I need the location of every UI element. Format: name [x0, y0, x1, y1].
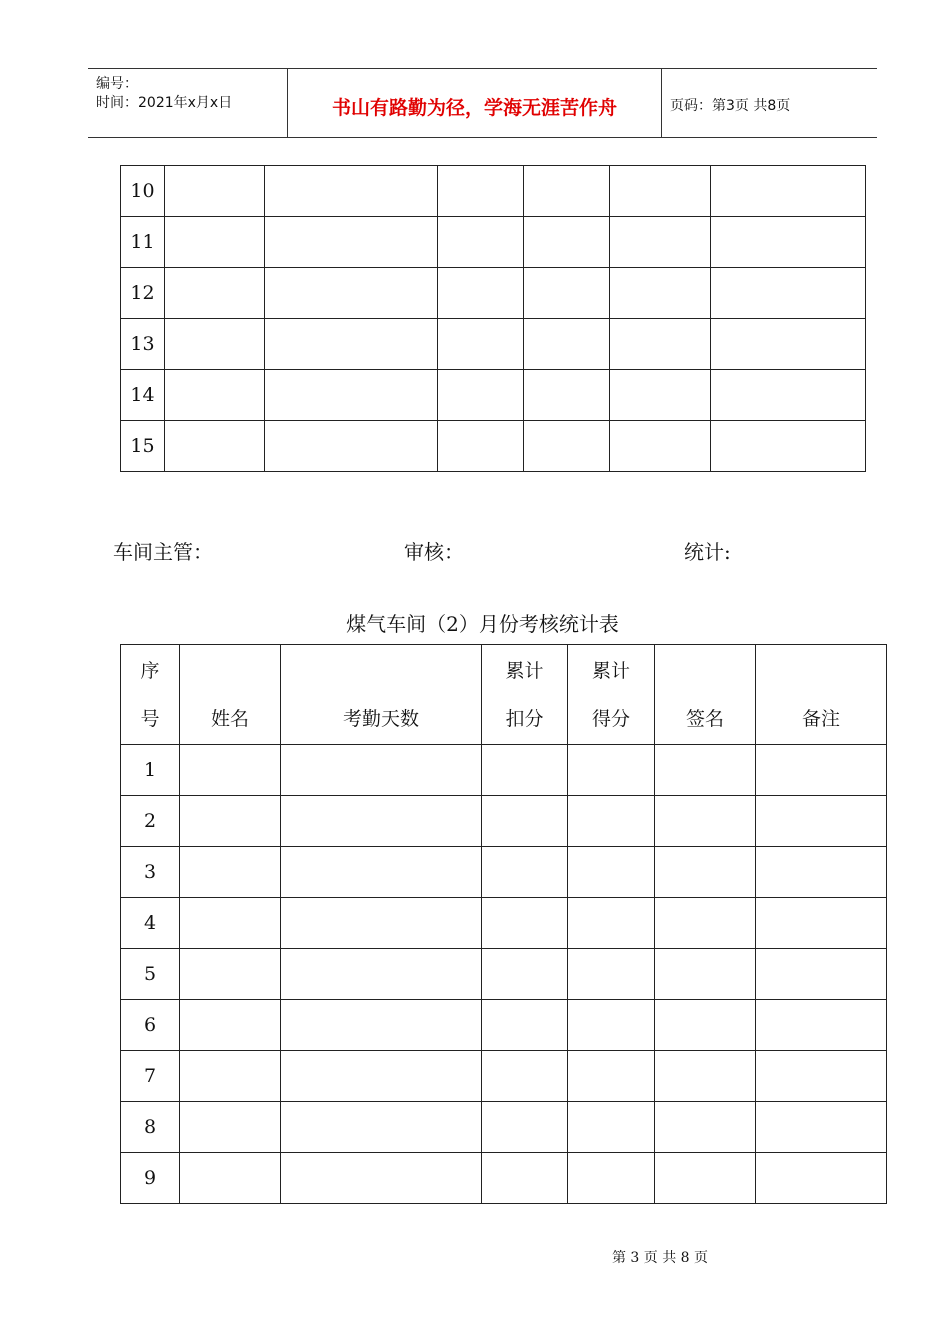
score-cell[interactable]: [524, 370, 610, 421]
row-number: 12: [121, 268, 165, 319]
header-score-bottom: 得分: [591, 707, 630, 730]
name-cell[interactable]: [165, 421, 265, 472]
signature-cell[interactable]: [610, 370, 711, 421]
deduct-cell[interactable]: [438, 217, 524, 268]
signature-cell[interactable]: [655, 1102, 756, 1153]
name-cell[interactable]: [180, 1051, 281, 1102]
attendance-cell[interactable]: [265, 421, 438, 472]
deduct-cell[interactable]: [482, 745, 568, 796]
name-cell[interactable]: [165, 319, 265, 370]
signature-cell[interactable]: [610, 217, 711, 268]
deduct-cell[interactable]: [438, 370, 524, 421]
signature-cell[interactable]: [655, 847, 756, 898]
header-name: [180, 645, 281, 745]
remarks-cell[interactable]: [711, 217, 866, 268]
signature-cell[interactable]: [655, 1051, 756, 1102]
remarks-cell[interactable]: [756, 745, 887, 796]
attendance-cell[interactable]: [281, 1153, 482, 1204]
score-cell[interactable]: [568, 745, 655, 796]
deduct-cell[interactable]: [482, 1000, 568, 1051]
name-cell[interactable]: [180, 1102, 281, 1153]
attendance-cell[interactable]: [281, 1000, 482, 1051]
table-row: [121, 166, 866, 217]
row-number: 10: [121, 166, 165, 217]
table-row: [121, 949, 887, 1000]
deduct-cell[interactable]: [438, 268, 524, 319]
header-remarks: [756, 645, 887, 745]
name-cell[interactable]: [180, 898, 281, 949]
remarks-cell[interactable]: [711, 166, 866, 217]
header-center-cell: [288, 69, 662, 137]
attendance-cell[interactable]: [281, 1102, 482, 1153]
attendance-cell[interactable]: [265, 166, 438, 217]
attendance-cell[interactable]: [265, 370, 438, 421]
score-cell[interactable]: [524, 166, 610, 217]
header-name-label: 姓名: [210, 707, 249, 730]
table-row: [121, 796, 887, 847]
score-cell[interactable]: [568, 1000, 655, 1051]
row-number: 14: [121, 370, 165, 421]
deduct-cell[interactable]: [482, 949, 568, 1000]
name-cell[interactable]: [180, 745, 281, 796]
header-deduct: [482, 645, 568, 745]
statistics-label: 统计:: [684, 540, 731, 564]
attendance-cell[interactable]: [281, 1051, 482, 1102]
review-label: 审核：: [404, 540, 464, 564]
table-row: [121, 217, 866, 268]
document-number-label: 编号：: [96, 76, 138, 92]
header-motto: 书山有路勤为径，学海无涯苦作舟: [331, 97, 617, 119]
header-seq: [121, 645, 180, 745]
deduct-cell[interactable]: [438, 319, 524, 370]
table-row: [121, 421, 866, 472]
row-number: 2: [121, 796, 180, 847]
table-row: [121, 847, 887, 898]
remarks-cell[interactable]: [711, 370, 866, 421]
score-cell[interactable]: [568, 1051, 655, 1102]
header-attendance-label: 考勤天数: [342, 707, 419, 730]
score-cell[interactable]: [568, 847, 655, 898]
page-footer: 第 3 页 共 8 页: [611, 1250, 709, 1266]
deduct-cell[interactable]: [438, 421, 524, 472]
table-header-row: [121, 645, 887, 745]
signature-cell[interactable]: [610, 421, 711, 472]
deduct-cell[interactable]: [482, 847, 568, 898]
score-cell[interactable]: [524, 268, 610, 319]
name-cell[interactable]: [165, 370, 265, 421]
score-cell[interactable]: [524, 319, 610, 370]
name-cell[interactable]: [165, 217, 265, 268]
table-title: 煤气车间（2）月份考核统计表: [346, 612, 619, 636]
name-cell[interactable]: [180, 1000, 281, 1051]
header-seq-bottom: 号: [140, 707, 160, 730]
header-seq-top: 序: [140, 659, 160, 682]
attendance-cell[interactable]: [281, 847, 482, 898]
name-cell[interactable]: [165, 268, 265, 319]
row-number: 13: [121, 319, 165, 370]
score-cell[interactable]: [568, 898, 655, 949]
row-number: 6: [121, 1000, 180, 1051]
attendance-cell[interactable]: [265, 319, 438, 370]
table-row: [121, 319, 866, 370]
header-attendance: [281, 645, 482, 745]
name-cell[interactable]: [180, 796, 281, 847]
name-cell[interactable]: [180, 1153, 281, 1204]
score-cell[interactable]: [568, 1102, 655, 1153]
score-cell[interactable]: [568, 796, 655, 847]
row-number: 1: [121, 745, 180, 796]
table-row: [121, 1102, 887, 1153]
remarks-cell[interactable]: [756, 898, 887, 949]
row-number: 4: [121, 898, 180, 949]
header-score-top: 累计: [591, 659, 630, 682]
remarks-cell[interactable]: [756, 1102, 887, 1153]
table-row: [121, 1153, 887, 1204]
deduct-cell[interactable]: [482, 898, 568, 949]
remarks-cell[interactable]: [711, 319, 866, 370]
name-cell[interactable]: [180, 847, 281, 898]
attendance-table-continued: [120, 165, 866, 472]
name-cell[interactable]: [180, 949, 281, 1000]
signature-cell[interactable]: [655, 949, 756, 1000]
remarks-cell[interactable]: [756, 796, 887, 847]
row-number: 15: [121, 421, 165, 472]
row-number: 5: [121, 949, 180, 1000]
deduct-cell[interactable]: [482, 796, 568, 847]
score-cell[interactable]: [524, 421, 610, 472]
remarks-cell[interactable]: [756, 847, 887, 898]
signature-cell[interactable]: [610, 166, 711, 217]
attendance-cell[interactable]: [281, 898, 482, 949]
signature-cell[interactable]: [655, 1153, 756, 1204]
deduct-cell[interactable]: [482, 1102, 568, 1153]
signature-cell[interactable]: [655, 745, 756, 796]
header-right-cell: [662, 69, 877, 137]
remarks-cell[interactable]: [756, 1153, 887, 1204]
table-row: [121, 1000, 887, 1051]
deduct-cell[interactable]: [482, 1153, 568, 1204]
attendance-cell[interactable]: [281, 796, 482, 847]
header-deduct-bottom: 扣分: [505, 707, 544, 730]
score-cell[interactable]: [524, 217, 610, 268]
remarks-cell[interactable]: [711, 268, 866, 319]
header-left-cell: [88, 69, 288, 137]
header-signature-label: 签名: [685, 707, 724, 730]
score-cell[interactable]: [568, 949, 655, 1000]
remarks-cell[interactable]: [756, 949, 887, 1000]
header-page-label: 页码：第3页 共8页: [670, 98, 791, 114]
table-row: [121, 898, 887, 949]
header-remarks-label: 备注: [801, 707, 840, 730]
row-number: 8: [121, 1102, 180, 1153]
table-row: [121, 370, 866, 421]
deduct-cell[interactable]: [438, 166, 524, 217]
header-signature: [655, 645, 756, 745]
signature-cell[interactable]: [610, 268, 711, 319]
remarks-cell[interactable]: [711, 421, 866, 472]
row-number: 7: [121, 1051, 180, 1102]
assessment-table: [120, 644, 887, 1204]
header-score: [568, 645, 655, 745]
remarks-cell[interactable]: [756, 1051, 887, 1102]
name-cell[interactable]: [165, 166, 265, 217]
attendance-cell[interactable]: [265, 268, 438, 319]
signature-cell[interactable]: [655, 898, 756, 949]
table-row: [121, 268, 866, 319]
table-row: [121, 745, 887, 796]
signature-cell[interactable]: [655, 1000, 756, 1051]
score-cell[interactable]: [568, 1153, 655, 1204]
remarks-cell[interactable]: [756, 1000, 887, 1051]
table-row: [121, 1051, 887, 1102]
signature-cell[interactable]: [610, 319, 711, 370]
row-number: 11: [121, 217, 165, 268]
row-number: 9: [121, 1153, 180, 1204]
attendance-cell[interactable]: [281, 949, 482, 1000]
page-header: [88, 68, 877, 138]
row-number: 3: [121, 847, 180, 898]
signature-cell[interactable]: [655, 796, 756, 847]
supervisor-label: 车间主管：: [113, 540, 213, 564]
header-deduct-top: 累计: [505, 659, 544, 682]
attendance-cell[interactable]: [265, 217, 438, 268]
document-time-label: 时间：2021年x月x日: [96, 95, 233, 111]
attendance-cell[interactable]: [281, 745, 482, 796]
deduct-cell[interactable]: [482, 1051, 568, 1102]
